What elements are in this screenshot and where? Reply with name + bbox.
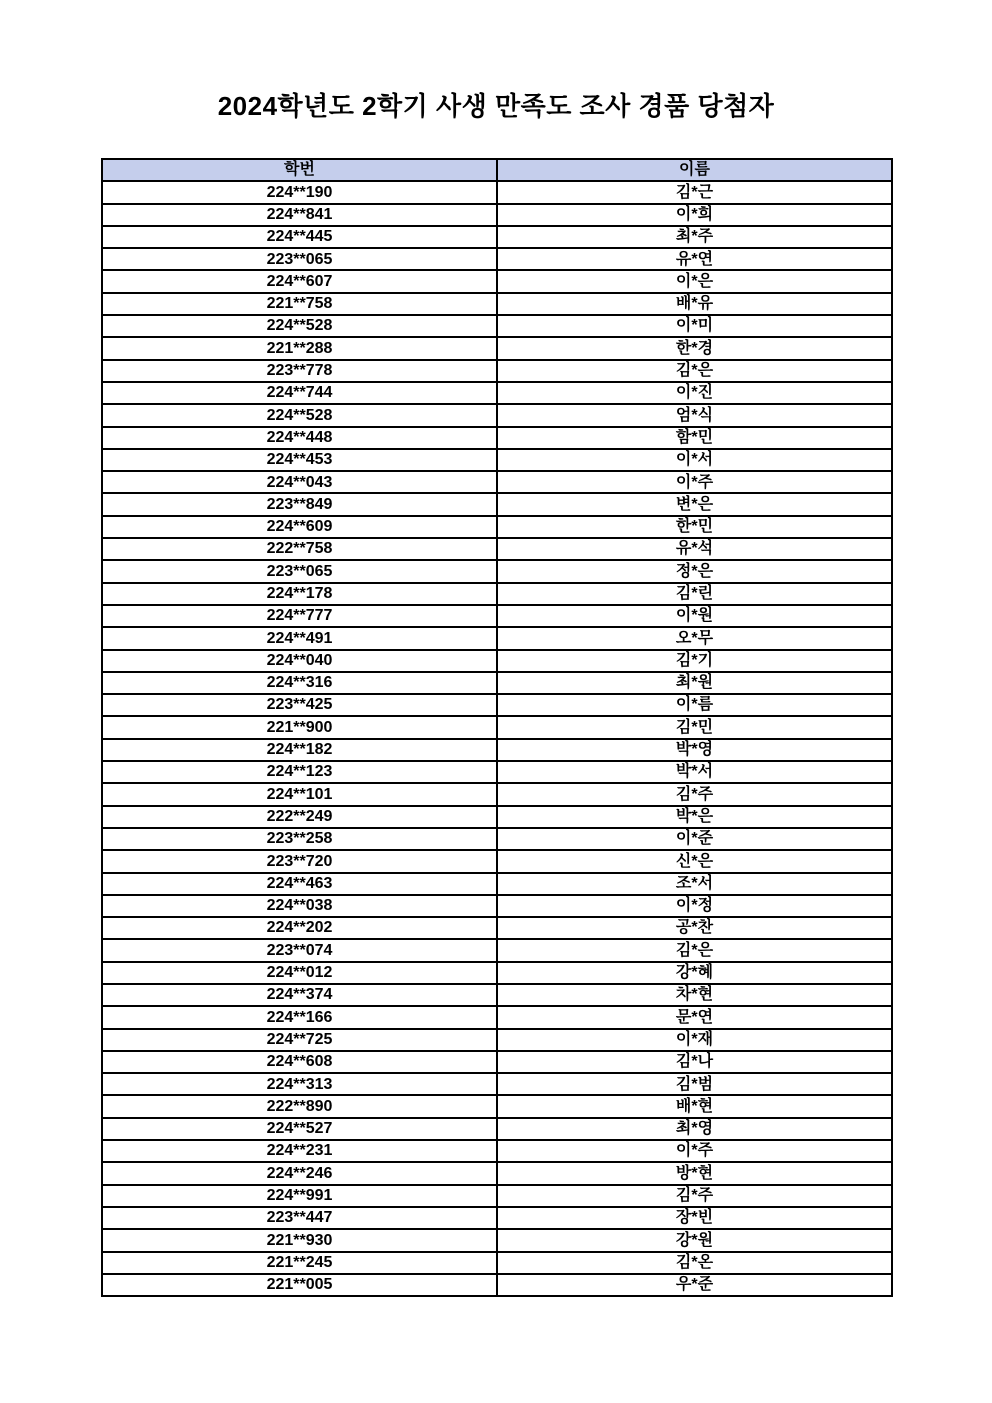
table-row [102,694,892,716]
student-id-cell: 224**012 [102,962,497,984]
student-id-cell: 224**178 [102,583,497,605]
table-row [102,1252,892,1274]
table-row [102,672,892,694]
table-row [102,650,892,672]
name-cell: 한*경 [497,337,892,359]
student-id-cell: 223**074 [102,939,497,961]
name-cell: 강*혜 [497,962,892,984]
table-row [102,1274,892,1296]
table-row [102,538,892,560]
name-cell: 김*범 [497,1073,892,1095]
name-cell: 박*영 [497,739,892,761]
table-row [102,627,892,649]
student-id-cell: 224**123 [102,761,497,783]
name-cell: 유*석 [497,538,892,560]
student-id-cell: 224**491 [102,627,497,649]
page-title: 2024학년도 2학기 사생 만족도 조사 경품 당첨자 [217,91,775,121]
table-row [102,493,892,515]
student-id-cell: 224**101 [102,783,497,805]
name-cell: 이*정 [497,895,892,917]
student-id-cell: 224**528 [102,315,497,337]
table-row [102,1207,892,1229]
name-cell: 정*은 [497,560,892,582]
student-id-cell: 224**374 [102,984,497,1006]
student-id-cell: 223**425 [102,694,497,716]
table-row [102,1029,892,1051]
student-id-cell: 224**043 [102,471,497,493]
table-row [102,605,892,627]
table-row [102,337,892,359]
name-cell: 우*준 [497,1274,892,1296]
table-row [102,1095,892,1117]
table-row [102,449,892,471]
student-id-cell: 223**065 [102,560,497,582]
table-row [102,984,892,1006]
student-id-cell: 223**447 [102,1207,497,1229]
student-id-cell: 224**744 [102,382,497,404]
student-id-cell: 222**249 [102,806,497,828]
table-row [102,873,892,895]
student-id-cell: 221**245 [102,1252,497,1274]
table-head [102,159,892,181]
table-row [102,204,892,226]
student-id-cell: 224**182 [102,739,497,761]
name-cell: 김*은 [497,360,892,382]
student-id-cell: 221**900 [102,716,497,738]
student-id-cell: 222**758 [102,538,497,560]
name-cell: 박*은 [497,806,892,828]
table-row [102,850,892,872]
name-cell: 최*주 [497,226,892,248]
name-cell: 김*나 [497,1051,892,1073]
name-cell: 강*원 [497,1229,892,1251]
table-row [102,1118,892,1140]
student-id-cell: 223**065 [102,248,497,270]
table-row [102,1185,892,1207]
name-cell: 함*민 [497,427,892,449]
student-id-cell: 224**609 [102,516,497,538]
student-id-cell: 221**930 [102,1229,497,1251]
table-row [102,1051,892,1073]
name-cell: 이*진 [497,382,892,404]
student-id-cell: 223**720 [102,850,497,872]
table-row [102,315,892,337]
student-id-cell: 224**608 [102,1051,497,1073]
student-id-cell: 224**246 [102,1162,497,1184]
table-row [102,226,892,248]
student-id-cell: 224**991 [102,1185,497,1207]
name-cell: 김*민 [497,716,892,738]
student-id-cell: 223**849 [102,493,497,515]
name-cell: 이*준 [497,828,892,850]
table-row [102,1073,892,1095]
student-id-cell: 224**841 [102,204,497,226]
student-id-cell: 224**725 [102,1029,497,1051]
student-id-cell: 224**038 [102,895,497,917]
name-cell: 차*현 [497,984,892,1006]
name-cell: 이*원 [497,605,892,627]
name-cell: 공*찬 [497,917,892,939]
name-cell: 신*은 [497,850,892,872]
student-id-cell: 224**463 [102,873,497,895]
student-id-cell: 223**258 [102,828,497,850]
name-cell: 김*은 [497,939,892,961]
table-body [102,181,892,1296]
name-cell: 이*서 [497,449,892,471]
table-row [102,962,892,984]
table-row [102,360,892,382]
student-id-cell: 224**453 [102,449,497,471]
table-row [102,1006,892,1028]
student-id-cell: 224**316 [102,672,497,694]
name-cell: 이*희 [497,204,892,226]
student-id-cell: 224**190 [102,181,497,203]
student-id-cell: 224**231 [102,1140,497,1162]
table-row [102,1162,892,1184]
table-row [102,270,892,292]
table-row [102,895,892,917]
student-id-cell: 224**202 [102,917,497,939]
student-id-cell: 223**778 [102,360,497,382]
table-row [102,828,892,850]
winners-table [101,158,893,1297]
student-id-cell: 222**890 [102,1095,497,1117]
name-cell: 배*현 [497,1095,892,1117]
student-id-cell: 221**758 [102,293,497,315]
name-cell: 김*온 [497,1252,892,1274]
column-header-student-id: 학번 [102,159,497,181]
name-cell: 한*민 [497,516,892,538]
student-id-cell: 221**288 [102,337,497,359]
name-cell: 이*재 [497,1029,892,1051]
table-row [102,293,892,315]
table-row [102,427,892,449]
table-row [102,739,892,761]
name-cell: 김*근 [497,181,892,203]
name-cell: 오*무 [497,627,892,649]
name-cell: 이*름 [497,694,892,716]
student-id-cell: 224**448 [102,427,497,449]
name-cell: 김*주 [497,1185,892,1207]
name-cell: 문*연 [497,1006,892,1028]
student-id-cell: 224**313 [102,1073,497,1095]
table-row [102,783,892,805]
name-cell: 장*빈 [497,1207,892,1229]
table-row [102,382,892,404]
column-header-name: 이름 [497,159,892,181]
table-row [102,761,892,783]
name-cell: 이*은 [497,270,892,292]
name-cell: 배*유 [497,293,892,315]
table-row [102,716,892,738]
table-row [102,806,892,828]
table-row [102,1229,892,1251]
table-row [102,181,892,203]
student-id-cell: 224**445 [102,226,497,248]
name-cell: 방*현 [497,1162,892,1184]
table-row [102,248,892,270]
name-cell: 최*영 [497,1118,892,1140]
name-cell: 박*서 [497,761,892,783]
table-row [102,516,892,538]
table-row [102,917,892,939]
name-cell: 최*원 [497,672,892,694]
student-id-cell: 224**040 [102,650,497,672]
name-cell: 김*린 [497,583,892,605]
student-id-cell: 224**166 [102,1006,497,1028]
name-cell: 김*주 [497,783,892,805]
table-row [102,471,892,493]
name-cell: 김*기 [497,650,892,672]
table-row [102,404,892,426]
name-cell: 변*은 [497,493,892,515]
name-cell: 엄*식 [497,404,892,426]
table-row [102,583,892,605]
student-id-cell: 221**005 [102,1274,497,1296]
name-cell: 이*주 [497,471,892,493]
name-cell: 이*주 [497,1140,892,1162]
student-id-cell: 224**777 [102,605,497,627]
student-id-cell: 224**527 [102,1118,497,1140]
name-cell: 이*미 [497,315,892,337]
name-cell: 조*서 [497,873,892,895]
table-row [102,939,892,961]
table-row [102,560,892,582]
table-row [102,1140,892,1162]
table-header-row [102,159,892,181]
student-id-cell: 224**528 [102,404,497,426]
name-cell: 유*연 [497,248,892,270]
student-id-cell: 224**607 [102,270,497,292]
